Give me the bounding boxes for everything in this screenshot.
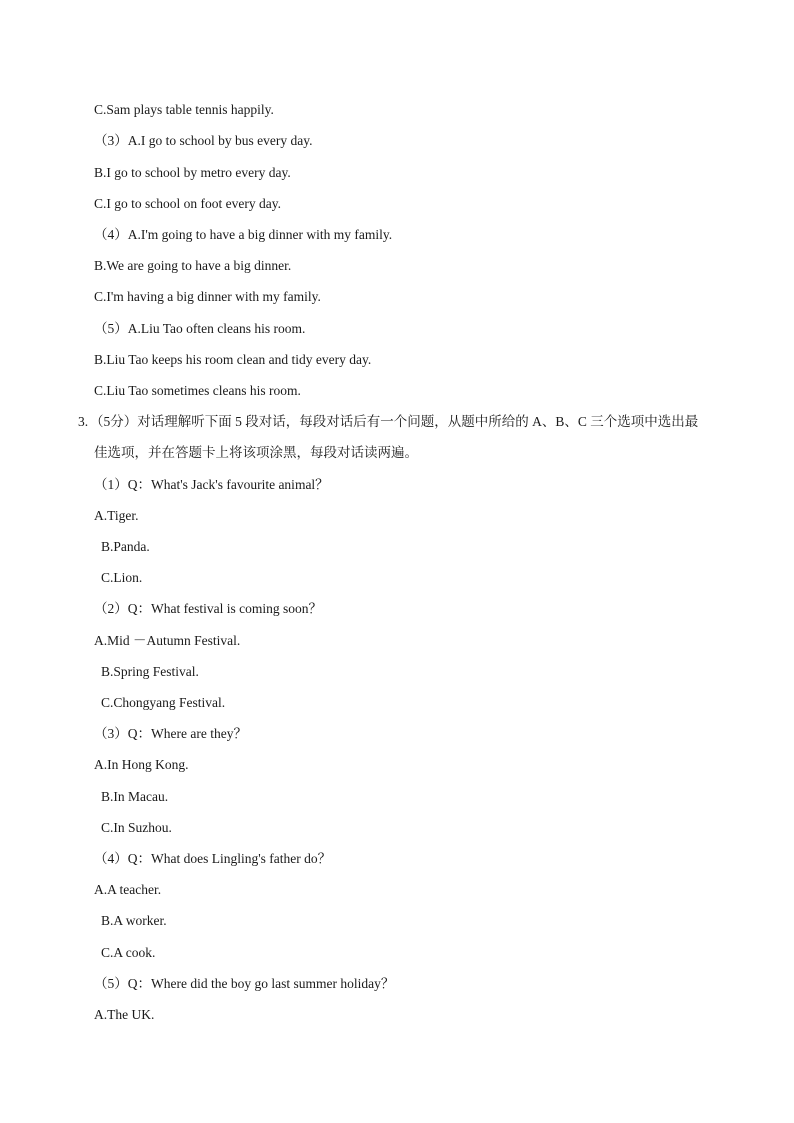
item-question-option: （4）A.I'm going to have a big dinner with my family. [94, 227, 393, 242]
option-text: C.Chongyang Festival. [101, 695, 226, 710]
option-text: B.A worker. [101, 913, 167, 928]
option-text: B.We are going to have a big dinner. [94, 258, 292, 273]
option-text: A.A teacher. [94, 882, 162, 897]
question-number: 3. [78, 414, 89, 429]
question-instruction-line: （5分）对话理解听下面 5 段对话，每段对话后有一个问题，从题中所给的 A、B、C 三个选项中选出最 [90, 414, 699, 429]
question-instruction-line: 佳选项，并在答题卡上将该项涂黑，每段对话读两遍。 [94, 445, 418, 460]
option-text: A.In Hong Kong. [94, 757, 189, 772]
option-text: C.Liu Tao sometimes cleans his room. [94, 383, 301, 398]
item-question-option: （5）A.Liu Tao often cleans his room. [94, 321, 306, 336]
option-text: B.In Macau. [101, 789, 169, 804]
option-text: C.In Suzhou. [101, 820, 172, 835]
option-text: A.The UK. [94, 1007, 155, 1022]
sub-question: （4）Q：What does Lingling's father do？ [94, 851, 332, 866]
sub-question: （5）Q：Where did the boy go last summer holiday？ [94, 976, 395, 991]
option-text: A.Tiger. [94, 508, 139, 523]
option-text: A.Mid －Autumn Festival. [94, 633, 241, 648]
option-text: C.I go to school on foot every day. [94, 196, 281, 211]
option-text: B.Spring Festival. [101, 664, 199, 679]
option-text: C.A cook. [101, 945, 156, 960]
sub-question: （2）Q：What festival is coming soon？ [94, 601, 322, 616]
option-text: B.Liu Tao keeps his room clean and tidy every day. [94, 352, 372, 367]
option-text: C.Sam plays table tennis happily. [94, 102, 274, 117]
sub-question: （1）Q：What's Jack's favourite animal？ [94, 477, 329, 492]
sub-question: （3）Q：Where are they？ [94, 726, 247, 741]
option-text: C.I'm having a big dinner with my family. [94, 289, 321, 304]
option-text: C.Lion. [101, 570, 143, 585]
option-text: B.I go to school by metro every day. [94, 165, 291, 180]
item-question-option: （3）A.I go to school by bus every day. [94, 133, 313, 148]
option-text: B.Panda. [101, 539, 150, 554]
